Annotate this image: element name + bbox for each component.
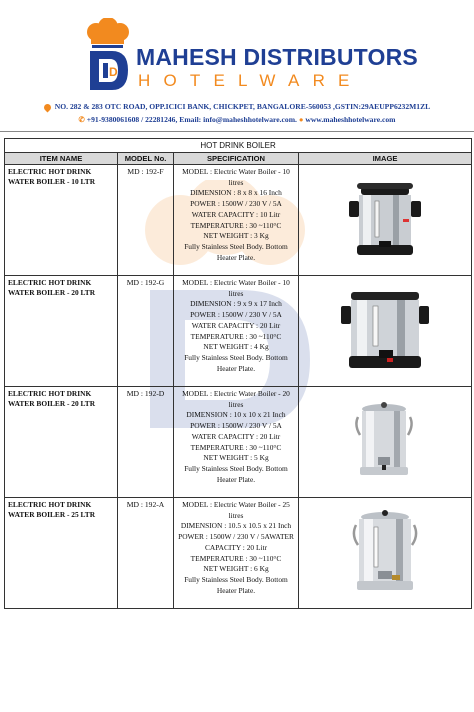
model-number: MD : 192-G [118, 276, 174, 387]
spec-line: DIMENSION : 10 x 10 x 21 Inch [186, 410, 286, 420]
item-name: ELECTRIC HOT DRINK WATER BOILER - 10 LTR [5, 165, 118, 276]
spec-line: TEMPERATURE : 30 ~110°C [190, 553, 282, 563]
spec-line: Fully Stainless Steel Body. Bottom Heater Plate. [184, 464, 288, 484]
company-tagline: HOTELWARE [138, 71, 363, 90]
company-name: MAHESH DISTRIBUTORS [136, 44, 418, 70]
model-number: MD : 192-A [118, 498, 174, 609]
model-number: MD : 192-D [118, 387, 174, 498]
svg-text:D: D [109, 65, 118, 79]
globe-icon: ● [298, 115, 304, 124]
website-link[interactable]: www.maheshhotelware.com [305, 115, 396, 124]
specification-cell [174, 165, 299, 276]
column-header-specification: SPECIFICATION [174, 153, 299, 165]
spec-line: WATER CAPACITY : 20 Litr [191, 431, 281, 441]
contact-line [0, 115, 474, 124]
spec-line: MODEL : Electric Water Boiler - 20 litres [182, 389, 290, 409]
water-boiler-image-192g [337, 288, 433, 374]
spec-line: NET WEIGHT : 3 Kg [203, 231, 269, 241]
spec-line: Fully Stainless Steel Body. Bottom Heater Plate. [184, 575, 288, 595]
spec-line: POWER : 1500W / 230 V / 5A [190, 199, 282, 209]
address-text: NO. 282 & 283 OTC ROAD, OPP.ICICI BANK, CHICKPET, BANGALORE-560053 ,GSTIN:29AEUPP6232M1ZL [54, 102, 431, 111]
spec-line: MODEL : Electric Water Boiler - 10 litres [182, 278, 290, 298]
spec-line: TEMPERATURE : 30 ~110°C [190, 331, 282, 341]
item-name: ELECTRIC HOT DRINK WATER BOILER - 20 LTR [5, 276, 118, 387]
table-row [5, 498, 472, 609]
image-cell [299, 165, 472, 276]
water-boiler-image-192f [345, 179, 425, 261]
letterhead [0, 0, 474, 128]
image-cell [299, 276, 472, 387]
spec-line: POWER : 1500W / 230 V / 5A [190, 421, 282, 431]
water-boiler-image-192a [350, 509, 420, 597]
water-boiler-image-192d [354, 401, 416, 483]
spec-line: DIMENSION : 9 x 9 x 17 Inch [190, 299, 282, 309]
specification-cell [174, 276, 299, 387]
table-row [5, 276, 472, 387]
image-cell [299, 498, 472, 609]
spec-line: DIMENSION : 8 x 8 x 16 Inch [190, 188, 282, 198]
column-header-model: MODEL No. [118, 153, 174, 165]
phone-email-text: +91-9380061608 / 22281246, Email: info@maheshhotelware.com. [86, 115, 297, 124]
spec-line: NET WEIGHT : 4 Kg [203, 342, 269, 352]
address-line [0, 102, 474, 111]
spec-line: MODEL : Electric Water Boiler - 25 litres [182, 500, 290, 520]
spec-line: WATER CAPACITY : 10 Litr [191, 209, 281, 219]
spec-line: Fully Stainless Steel Body. Bottom Heater Plate. [184, 353, 288, 373]
spec-line: MODEL : Electric Water Boiler - 10 litres [182, 167, 290, 187]
product-table [4, 138, 472, 609]
chef-hat-logo-icon [82, 18, 132, 94]
spec-line: NET WEIGHT : 6 Kg [203, 564, 269, 574]
phone-icon: ✆ [78, 115, 85, 124]
item-name: ELECTRIC HOT DRINK WATER BOILER - 25 LTR [5, 498, 118, 609]
model-number: MD : 192-F [118, 165, 174, 276]
column-header-image: IMAGE [299, 153, 472, 165]
specification-cell [174, 498, 299, 609]
table-title: HOT DRINK BOILER [5, 139, 472, 153]
image-cell [299, 387, 472, 498]
specification-cell [174, 387, 299, 498]
spec-line: WATER CAPACITY : 20 Litr [191, 320, 281, 330]
location-pin-icon [42, 102, 52, 112]
spec-line: TEMPERATURE : 30 ~110°C [190, 220, 282, 230]
table-row [5, 165, 472, 276]
header-divider [0, 131, 474, 132]
spec-line: NET WEIGHT : 5 Kg [203, 453, 269, 463]
spec-line: POWER : 1500W / 230 V / 5AWATER CAPACITY : 20 Litr [178, 532, 294, 552]
table-row [5, 387, 472, 498]
item-name: ELECTRIC HOT DRINK WATER BOILER - 20 LTR [5, 387, 118, 498]
spec-line: TEMPERATURE : 30 ~110°C [190, 442, 282, 452]
column-header-item-name: ITEM NAME [5, 153, 118, 165]
spec-line: DIMENSION : 10.5 x 10.5 x 21 Inch [180, 521, 292, 531]
spec-line: POWER : 1500W / 230 V / 5A [190, 310, 282, 320]
spec-line: Fully Stainless Steel Body. Bottom Heater Plate. [184, 242, 288, 262]
